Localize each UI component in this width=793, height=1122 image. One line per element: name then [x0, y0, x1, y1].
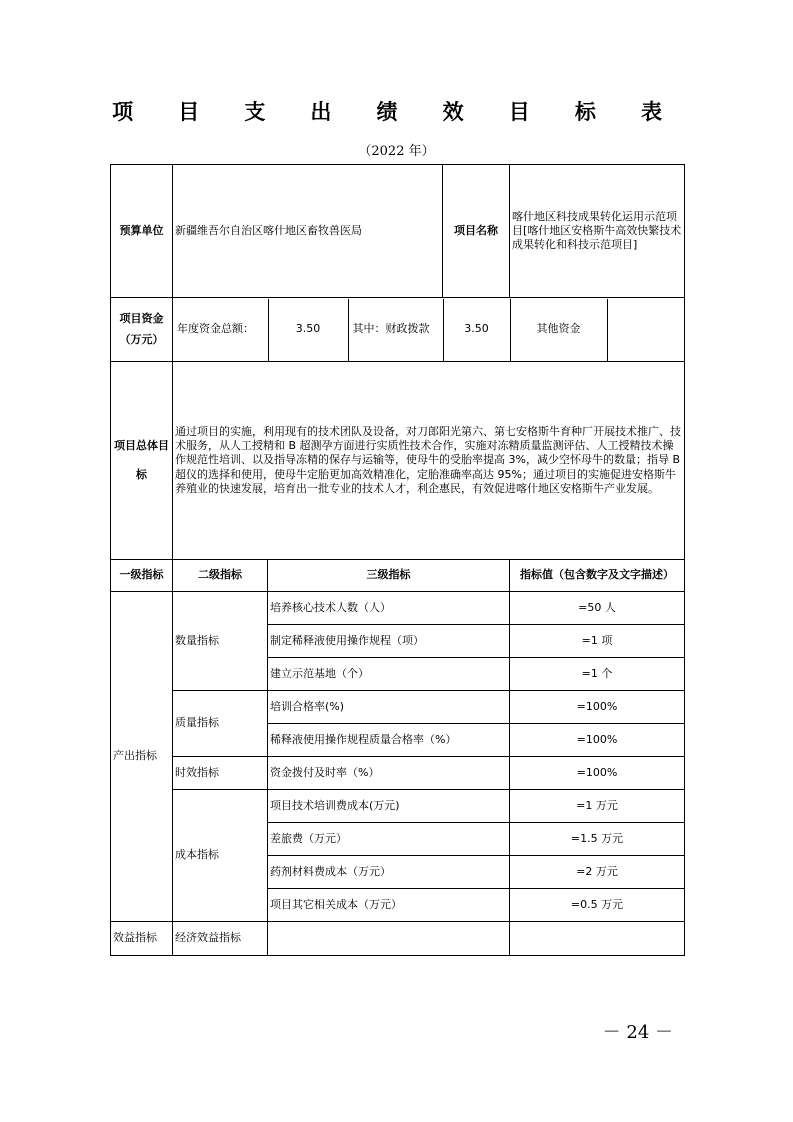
funds-label — [111, 298, 173, 362]
annual-total-label: 年度资金总额： — [177, 322, 254, 336]
funds-row — [111, 298, 685, 362]
indicator-value: =1 万元 — [510, 790, 685, 823]
page-number: － 24 － — [602, 1022, 673, 1043]
fiscal-value: 3.50 — [443, 299, 510, 361]
goal-label — [111, 362, 173, 560]
cost-indicator-label: 成本指标 — [173, 790, 268, 922]
page-title: 项 目 支 出 绩 效 目 标 表 — [112, 100, 681, 124]
benefit-indicator-label: 效益指标 — [111, 922, 173, 956]
quantity-indicator-label: 数量指标 — [173, 592, 268, 691]
level1-header: 一级指标 — [111, 560, 173, 592]
indicator-name — [268, 922, 510, 956]
year-label: （2022 年） — [358, 144, 435, 159]
header-row — [111, 165, 685, 298]
value-header: 指标值（包含数字及文字描述） — [510, 560, 685, 592]
indicator-value: =100% — [510, 691, 685, 724]
other-funds-value — [607, 299, 685, 361]
indicator-name: 项目技术培训费成本(万元) — [268, 790, 510, 823]
table-row — [111, 592, 685, 625]
indicator-value — [510, 922, 685, 956]
indicator-name: 药剂材料费成本（万元） — [268, 856, 510, 889]
goal-label-line1: 项目总体目 — [114, 439, 169, 453]
annual-total-value: 3.50 — [268, 299, 348, 361]
indicator-name: 资金拨付及时率（%） — [268, 757, 510, 790]
level2-header: 二级指标 — [173, 560, 268, 592]
goal-label-line2: 标 — [136, 467, 147, 481]
indicator-value: =50 人 — [510, 592, 685, 625]
funds-label-line1: 项目资金 — [119, 312, 164, 326]
indicator-value: =1.5 万元 — [510, 823, 685, 856]
project-name-label: 项目名称 — [443, 165, 510, 298]
goal-row — [111, 362, 685, 560]
indicator-value: =100% — [510, 724, 685, 757]
table-row — [111, 757, 685, 790]
budget-unit-label: 预算单位 — [111, 165, 173, 298]
economic-indicator-label: 经济效益指标 — [173, 922, 268, 956]
indicator-value: =0.5 万元 — [510, 889, 685, 922]
indicator-name: 项目其它相关成本（万元） — [268, 889, 510, 922]
project-name-value: 喀什地区科技成果转化运用示范项目[喀什地区安格斯牛高效快繁技术成果转化和科技示范项目] — [510, 165, 685, 298]
performance-table — [110, 164, 685, 956]
indicator-name: 稀释液使用操作规程质量合格率（%） — [268, 724, 510, 757]
indicator-value: =1 项 — [510, 625, 685, 658]
table-row — [111, 922, 685, 956]
funds-label-line2: （万元） — [119, 332, 164, 346]
indicator-name: 差旅费（万元） — [268, 823, 510, 856]
indicator-header-row — [111, 560, 685, 592]
timeliness-indicator-label: 时效指标 — [173, 757, 268, 790]
quality-indicator-label: 质量指标 — [173, 691, 268, 757]
indicator-name: 建立示范基地（个） — [268, 658, 510, 691]
indicator-name: 制定稀释液使用操作规程（项） — [268, 625, 510, 658]
funds-subtable — [173, 299, 685, 361]
other-funds-label: 其他资金 — [510, 299, 607, 361]
funds-cells — [173, 298, 685, 362]
level3-header: 三级指标 — [268, 560, 510, 592]
goal-text: 通过项目的实施，利用现有的技术团队及设备，对刀郎阳光第六、第七安格斯牛育种厂开展技术推广、技术服务，从人工授精和 B 超测孕方面进行实质性技术合作，实施对冻精质量监测评估、人工授精技术操作规范性培训、以及指导冻精的保存与运输等，使母牛的受胎率提高 3%，减少空怀母牛的数量；指导 B 超仪的选择和使用，使母牛定胎更加高效精准化，定胎准确率高达 95%；通过项目的实施促进安格斯牛养殖业的快速发展，培育出一批专业的技术人才，利企惠民，有效促进喀什地区安格斯牛产业发展。 — [173, 362, 685, 560]
indicator-value: =2 万元 — [510, 856, 685, 889]
table-row — [111, 691, 685, 724]
budget-unit-value: 新疆维吾尔自治区喀什地区畜牧兽医局 — [173, 165, 443, 298]
fiscal-label: 其中：财政拨款 — [348, 299, 443, 361]
indicator-name: 培养核心技术人数（人） — [268, 592, 510, 625]
output-indicator-label: 产出指标 — [111, 592, 173, 922]
indicator-name: 培训合格率(%) — [268, 691, 510, 724]
indicator-value: =1 个 — [510, 658, 685, 691]
table-row — [111, 790, 685, 823]
indicator-value: =100% — [510, 757, 685, 790]
